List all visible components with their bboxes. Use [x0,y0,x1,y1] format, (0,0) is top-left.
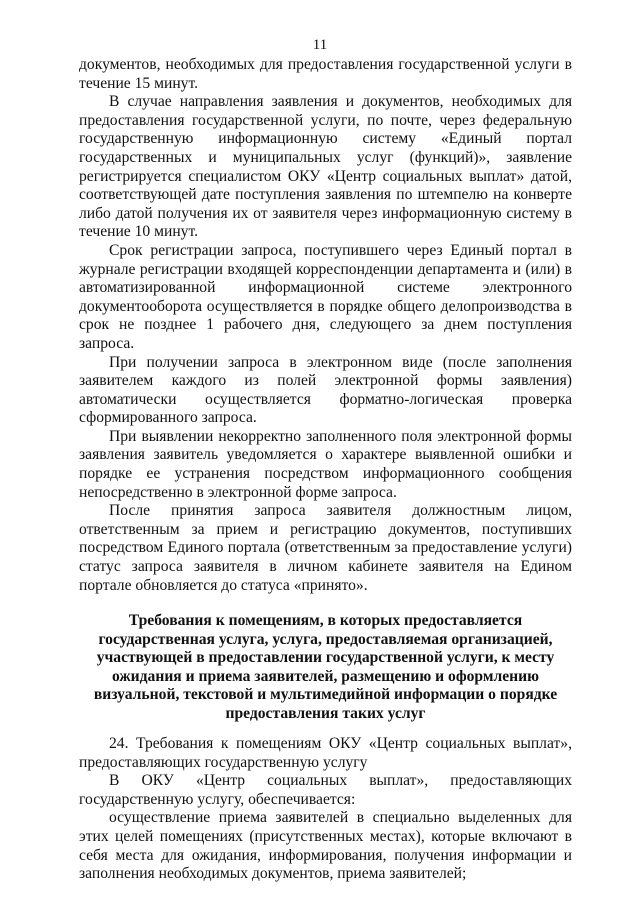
paragraph-error-notification: При выявлении некорректно заполненного поля электронной формы заявления заявитель уведомляется о характере выявленной ошибки и порядке ее устранения посредством информационного сообщения непосредственно в электронной форме запроса. [79,427,572,501]
paragraph-continuation: документов, необходимых для предоставления государственной услуги в течение 15 минут. [79,56,572,92]
body-text [79,56,572,595]
section-24 [79,735,572,884]
section-24-title: 24. Требования к помещениям ОКУ «Центр социальных выплат», предоставляющих государственную услугу [79,735,572,771]
section-heading: Требования к помещениям, в которых предоставляется государственная услуга, услуга, предоставляемая организацией, участвующей в предоставлении государственной услуги, к месту ожидания и приема заявителей, размещению и оформлению визуальной, текстовой и мультимедийной информации о порядке предоставления таких услуг [93,612,558,722]
section-24-intro: В ОКУ «Центр социальных выплат», предоставляющих государственную услугу, обеспечивается: [79,772,572,808]
section-24-item: осуществление приема заявителей в специально выделенных для этих целей помещениях (присутственных местах), которые включают в себя места для ожидания, информирования, получения информации и заполнения необходимых документов, приема заявителей; [79,809,572,883]
paragraph-registration-deadline: Срок регистрации запроса, поступившего через Единый портал в журнале регистрации входящей корреспонденции департамента и (или) в автоматизированной информационной системе электронного документооборота осуществляется в порядке общего делопроизводства в срок не позднее 1 рабочего дня, следующего за днем поступления запроса. [79,241,572,352]
paragraph-mail-registration: В случае направления заявления и документов, необходимых для предоставления государственной услуги, по почте, через федеральную государственную информационную систему «Единый портал государственных и муниципальных услуг (функций)», заявление регистрируется специалистом ОКУ «Центр социальных выплат» датой, соответствующей дате поступления заявления по штемпелю на конверте либо датой получения их от заявителя через информационную систему в течение 10 минут. [79,93,572,241]
paragraph-status-update: После принятия запроса заявителя должностным лицом, ответственным за прием и регистрацию документов, поступивших посредством Единого портала (ответственным за предоставление услуги) статус запроса заявителя в личном кабинете заявителя на Едином портале обновляется до статуса «принято». [79,502,572,594]
page-number: 11 [312,37,328,53]
paragraph-electronic-check: При получении запроса в электронном виде (после заполнения заявителем каждого из полей электронной формы заявления) автоматически осуществляется форматно-логическая проверка сформированного запроса. [79,353,572,427]
